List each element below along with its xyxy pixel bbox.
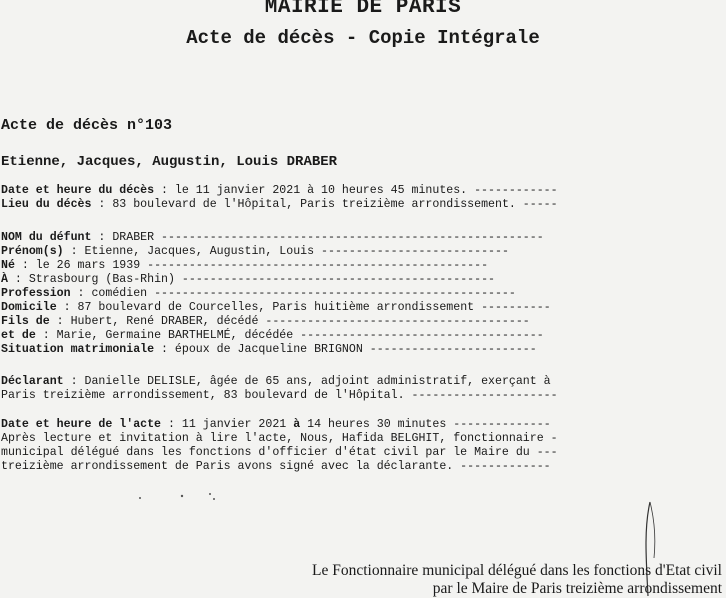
declarant-line-2: Paris treizième arrondissement, 83 boulevard de l'Hôpital. --------------------- — [1, 389, 558, 402]
marital-status-line — [1, 343, 537, 357]
closing-line-1: Après lecture et invitation à lire l'acte, Nous, Hafida BELGHIT, fonctionnaire - — [1, 432, 558, 445]
domicile-line — [1, 301, 551, 315]
death-place-value: : 83 boulevard de l'Hôpital, Paris treizième arrondissement. ----- — [91, 198, 558, 211]
death-datetime-value: : le 11 janvier 2021 à 10 heures 45 minutes. ------------ — [154, 184, 558, 197]
declarant-label: Déclarant — [1, 375, 64, 388]
closing-line-2: municipal délégué dans les fonctions d'officier d'état civil par le Maire du --- — [1, 446, 558, 459]
document-subtitle: Acte de décès - Copie Intégrale — [186, 27, 540, 49]
declarant-value: : Danielle DELISLE, âgée de 65 ans, adjoint administratif, exerçant à — [63, 375, 551, 388]
death-datetime-line — [1, 184, 558, 198]
scan-specks — [130, 488, 240, 508]
father-label: Fils de — [1, 315, 50, 328]
profession-line — [1, 287, 516, 301]
mother-label: et de — [1, 329, 36, 342]
death-datetime-label: Date et heure du décès — [1, 184, 155, 197]
profession-label: Profession — [1, 287, 71, 300]
birthplace-label: À — [1, 273, 8, 286]
birth-line — [1, 259, 488, 273]
prenoms-value: : Etienne, Jacques, Augustin, Louis --------------------------- — [63, 245, 509, 258]
domicile-label: Domicile — [1, 301, 57, 314]
document-title: MAIRIE DE PARIS — [264, 0, 462, 19]
birth-value: : le 26 mars 1939 ------------------------------------------------- — [14, 259, 489, 272]
prenoms-label: Prénom(s) — [1, 245, 64, 258]
signature-line-1: Le Fonctionnaire municipal délégué dans les fonctions d'Etat civil — [312, 562, 722, 579]
nom-label: NOM du défunt — [1, 231, 92, 244]
signature-line-2: par le Maire de Paris treizième arrondissement — [432, 580, 722, 597]
marital-status-label: Situation matrimoniale — [1, 343, 155, 356]
birthplace-value: : Strasbourg (Bas-Rhin) --------------------------------------------- — [7, 273, 495, 286]
acte-datetime-label: Date et heure de l'acte — [1, 418, 162, 431]
father-line — [1, 315, 530, 329]
nom-line — [1, 231, 544, 245]
death-place-label: Lieu du décès — [1, 198, 92, 211]
person-name: Etienne, Jacques, Augustin, Louis DRABER — [1, 154, 338, 170]
marital-status-value: : époux de Jacqueline BRIGNON ------------------------ — [154, 343, 537, 356]
nom-value: : DRABER ------------------------------------------------------- — [91, 231, 544, 244]
profession-value: : comédien ---------------------------------------------------- — [70, 287, 516, 300]
closing-line-3: treizième arrondissement de Paris avons signé avec la déclarante. ------------- — [1, 460, 551, 473]
act-number: Acte de décès n°103 — [1, 117, 173, 134]
acte-datetime-line — [1, 418, 551, 432]
mother-value: : Marie, Germaine BARTHELMÉ, décédée ----------------------------------- — [35, 329, 544, 342]
domicile-value: : 87 boulevard de Courcelles, Paris huitième arrondissement ---------- — [56, 301, 551, 314]
declarant-line-1 — [1, 375, 551, 389]
birthplace-line — [1, 273, 495, 287]
mother-line — [1, 329, 544, 343]
acte-datetime-part2: 14 heures 30 minutes -------------- — [300, 418, 551, 431]
acte-datetime-bold: à — [293, 418, 301, 431]
father-value: : Hubert, René DRABER, décédé -------------------------------------- — [49, 315, 530, 328]
birth-label: Né — [1, 259, 15, 272]
prenoms-line — [1, 245, 509, 259]
acte-datetime-part1: : 11 janvier 2021 — [161, 418, 294, 431]
death-place-line — [1, 198, 558, 212]
